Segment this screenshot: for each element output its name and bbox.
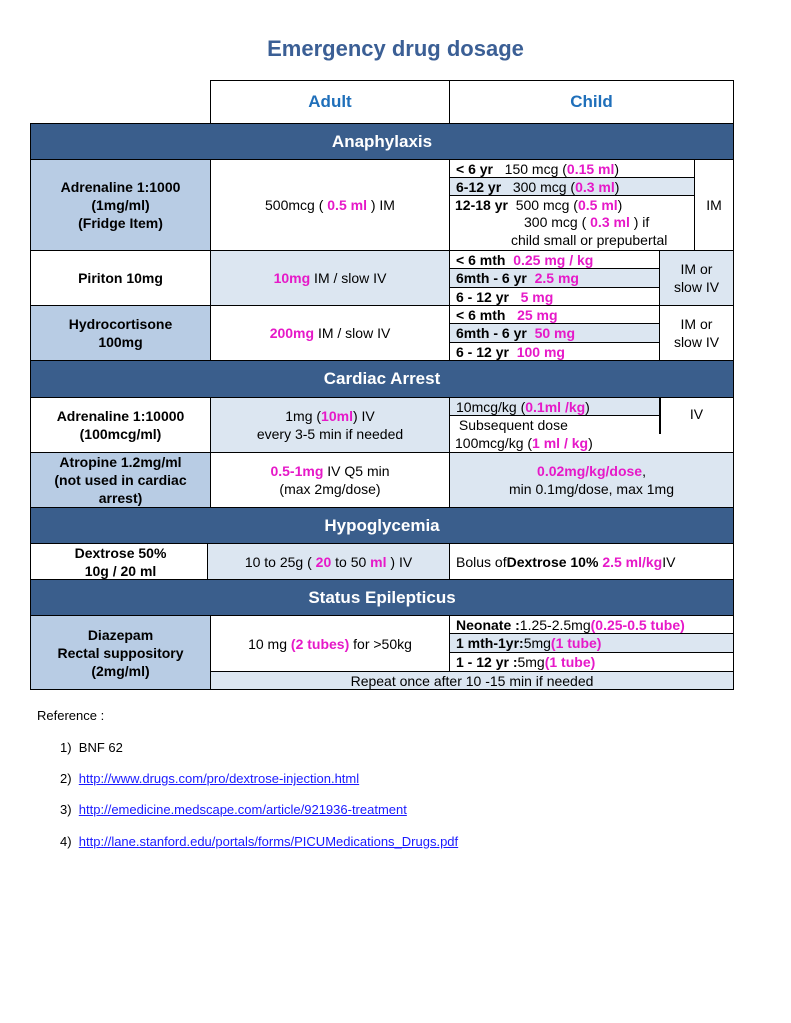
drug-name-line: (2mg/ml): [91, 662, 150, 679]
child-dose-note: Subsequent dose: [455, 417, 568, 433]
child-dose-row: [449, 268, 660, 288]
dose-text: ): [617, 197, 623, 213]
dose-highlight: 0.5-1mg: [270, 463, 324, 479]
dose-highlight: 0.25 mg / kg: [513, 251, 594, 268]
dose-highlight: 0.3 ml: [590, 214, 630, 230]
dose-text: ): [588, 435, 593, 451]
dose-text: 150 mcg (: [504, 160, 567, 177]
age-band: 6 - 12 yr: [456, 343, 509, 360]
route-adrenaline-1000: IM: [694, 159, 734, 251]
age-band: 6 - 12 yr: [456, 288, 509, 305]
route-hydrocortisone: [659, 305, 734, 361]
child-dose-row: [449, 342, 660, 361]
reference-item: [60, 771, 359, 786]
dose-text: ) IM: [366, 197, 395, 213]
child-dose-row: [449, 287, 660, 306]
child-dose-dextrose: [449, 543, 734, 580]
drug-name-line: Hydrocortisone: [68, 316, 173, 332]
dose-text: min 0.1mg/dose, max 1mg: [509, 481, 674, 497]
child-dose-row: [449, 652, 734, 672]
child-dose-row: [449, 397, 660, 416]
dose-text: (max 2mg/dose): [279, 481, 381, 497]
dose-highlight: 0.3 ml: [575, 178, 615, 195]
dose-highlight: (1 tube): [550, 635, 602, 651]
child-dose-row: [449, 615, 734, 634]
dose-highlight: (2 tubes): [290, 635, 350, 652]
drug-name-line: (100mcg/ml): [79, 426, 162, 442]
child-dose-atropine: [449, 452, 734, 508]
route-line: slow IV: [673, 279, 720, 295]
dose-highlight: (1 tube): [544, 654, 596, 670]
dose-text: ): [585, 398, 590, 415]
dose-text: 100mcg/kg (: [455, 435, 533, 451]
drug-hydrocortisone: [30, 305, 211, 361]
child-dose-row: [449, 250, 660, 269]
route-line: slow IV: [673, 334, 720, 350]
drug-name-line: arrest): [98, 490, 143, 506]
dose-text: ): [614, 178, 620, 195]
dose-text: IV: [662, 553, 676, 570]
route-adrenaline-10000: IV: [689, 406, 704, 422]
dose-highlight: 10mg: [273, 270, 311, 286]
route-line: IM or: [680, 316, 713, 332]
dose-text: ) if: [629, 214, 650, 230]
age-band: 1 mth-1yr:: [456, 635, 524, 651]
dose-text: 1.25-2.5mg: [519, 616, 591, 633]
adult-dose-atropine: [210, 452, 450, 508]
drug-name-line: 100mg: [98, 334, 143, 350]
dose-text: 10 to 25g (: [244, 553, 316, 570]
dose-highlight: 0.1ml /kg: [525, 398, 586, 415]
age-band: < 6 mth: [456, 306, 506, 323]
drug-name-line: (1mg/ml): [91, 197, 150, 213]
reference-number: 2): [60, 771, 72, 786]
dose-text: 10mcg/kg (: [456, 398, 526, 415]
drug-name-line: Atropine 1.2mg/ml: [59, 454, 182, 470]
dose-text: ) IV: [352, 408, 375, 424]
dose-text: 300 mcg (: [524, 214, 591, 230]
dose-highlight: 2.5 mg: [534, 270, 579, 286]
dose-text: ) IV: [386, 553, 413, 570]
adult-dose-diazepam: [210, 615, 450, 672]
dose-highlight: 50 mg: [534, 325, 576, 341]
reference-item: [60, 802, 407, 817]
dose-text: ): [614, 160, 620, 177]
reference-number: 4): [60, 834, 72, 849]
drug-adrenaline-1000: [30, 159, 211, 251]
dose-text: IM / slow IV: [314, 325, 391, 341]
age-band: 6-12 yr: [456, 178, 502, 195]
dose-text: 5mg: [523, 635, 551, 651]
dose-text: 500mcg (: [265, 197, 328, 213]
adult-dose-dextrose: [207, 543, 450, 580]
dose-text: IV Q5 min: [323, 463, 390, 479]
dose-highlight: (0.25-0.5 tube): [590, 616, 685, 633]
drug-dextrose: [30, 543, 211, 580]
dose-text: 1mg (: [285, 408, 322, 424]
dose-highlight: 10ml: [321, 408, 353, 424]
child-dose-row: [449, 434, 660, 452]
route-line: IM or: [680, 261, 713, 277]
child-dose-row: [449, 196, 695, 214]
dose-highlight: 200mg: [269, 325, 315, 341]
adult-dose-adrenaline-10000: [210, 397, 450, 453]
dose-bold: Dextrose 10%: [506, 553, 599, 570]
route-piriton: [659, 250, 734, 306]
reference-link[interactable]: http://www.drugs.com/pro/dextrose-injection.html: [78, 771, 360, 786]
dose-highlight: 100 mg: [516, 343, 565, 360]
dose-highlight: 25 mg: [517, 306, 558, 323]
child-dose-row: [449, 323, 660, 343]
dose-text: to 50: [331, 553, 371, 570]
section-header-status-epilepticus: Status Epilepticus: [30, 579, 734, 616]
page-title: Emergency drug dosage: [267, 36, 524, 61]
adult-dose-adrenaline-1000: [210, 159, 450, 251]
drug-atropine: [30, 452, 211, 508]
diazepam-repeat-note: Repeat once after 10 -15 min if needed: [210, 671, 734, 690]
reference-text: BNF 62: [78, 740, 123, 755]
reference-label: Reference :: [37, 708, 105, 723]
child-dose-row: [449, 633, 734, 653]
drug-name-line: Adrenaline 1:10000: [56, 408, 185, 424]
column-header-adult: Adult: [210, 80, 450, 124]
age-band: 6mth - 6 yr: [456, 325, 527, 341]
reference-number: 3): [60, 802, 72, 817]
age-band: < 6 yr: [456, 160, 493, 177]
drug-piriton: Piriton 10mg: [30, 250, 211, 306]
column-header-child: Child: [449, 80, 734, 124]
child-dose-note: [449, 213, 695, 231]
drug-name-line: (not used in cardiac: [54, 472, 187, 488]
reference-number: 1): [60, 740, 72, 755]
age-band: 12-18 yr: [455, 197, 508, 213]
dose-text: 300 mcg (: [512, 178, 576, 195]
child-dose-row: [449, 177, 695, 196]
dose-text: for >50kg: [349, 635, 412, 652]
dose-highlight: 0.15 ml: [566, 160, 615, 177]
dose-highlight: 0.02mg/kg/dose: [537, 463, 643, 479]
drug-name-line: (Fridge Item): [78, 215, 163, 231]
dose-highlight: 1 ml / kg: [532, 435, 589, 451]
dose-text: every 3-5 min if needed: [256, 426, 404, 442]
age-band: < 6 mth: [456, 251, 506, 268]
child-dose-note: child small or prepubertal: [511, 232, 668, 248]
reference-item: [60, 834, 458, 849]
drug-diazepam: [30, 615, 211, 690]
section-header-anaphylaxis: Anaphylaxis: [30, 123, 734, 160]
adult-dose-piriton: [210, 250, 450, 306]
age-band: 6mth - 6 yr: [456, 270, 527, 286]
dose-highlight: 5 mg: [520, 288, 554, 305]
section-header-hypoglycemia: Hypoglycemia: [30, 507, 734, 544]
dose-highlight: 0.5 ml: [327, 197, 367, 213]
dose-text: 5mg: [517, 654, 545, 670]
drug-name-line: Adrenaline 1:1000: [60, 179, 181, 195]
dose-text: 10 mg: [248, 635, 291, 652]
drug-name-line: Rectal suppository: [57, 644, 184, 661]
section-header-cardiac-arrest: Cardiac Arrest: [30, 360, 734, 398]
age-band: 1 - 12 yr :: [456, 654, 518, 670]
reference-link[interactable]: http://emedicine.medscape.com/article/921936-treatment: [78, 802, 407, 817]
dose-text: Bolus of: [456, 553, 507, 570]
dose-highlight: 2.5 ml/kg: [602, 553, 663, 570]
child-dose-row: [449, 305, 660, 324]
drug-name-line: Dextrose 50%: [74, 544, 167, 561]
dose-text: ,: [642, 463, 646, 479]
child-dose-row: [449, 159, 695, 178]
reference-link[interactable]: http://lane.stanford.edu/portals/forms/PICUMedications_Drugs.pdf: [78, 834, 459, 849]
drug-adrenaline-10000: [30, 397, 211, 453]
dose-text: IM / slow IV: [310, 270, 387, 286]
age-band: Neonate :: [456, 616, 520, 633]
drug-name-line: Diazepam: [87, 626, 154, 643]
dose-text: 500 mcg (: [515, 197, 578, 213]
dose-highlight: 0.5 ml: [577, 197, 618, 213]
dose-highlight: 20: [315, 553, 332, 570]
reference-item: [60, 740, 123, 755]
adult-dose-hydrocortisone: [210, 305, 450, 361]
dose-highlight: ml: [370, 553, 387, 570]
drug-name-line: 10g / 20 ml: [84, 562, 157, 579]
